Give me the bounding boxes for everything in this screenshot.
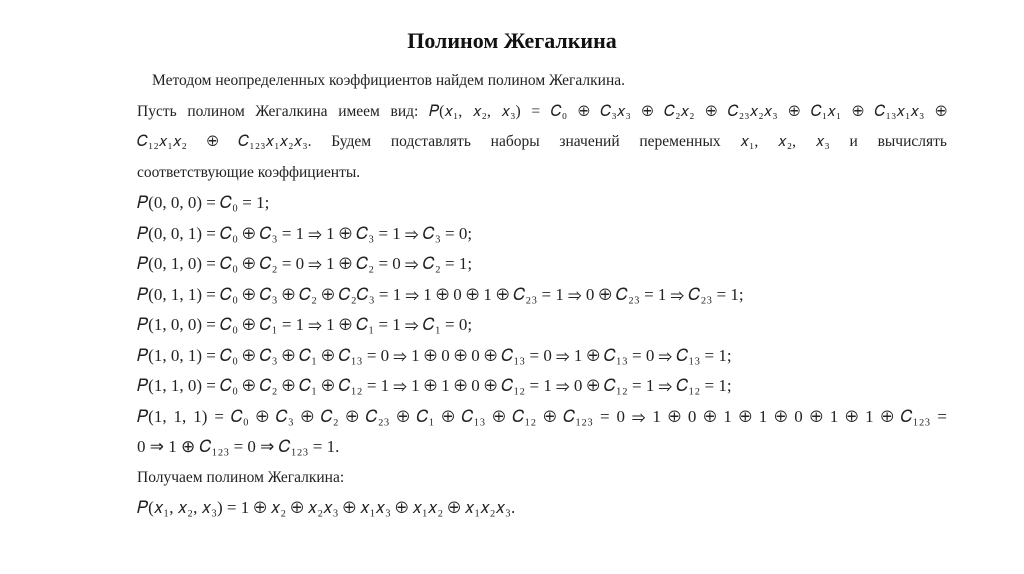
equation-p010: 𝑃(0, 1, 0) = 𝐶₀ ⊕ 𝐶₂ = 0 ⇒ 1 ⊕ 𝐶₂ = 0 ⇒ 𝐶₂ = 1; <box>137 254 473 273</box>
document-body <box>137 66 947 524</box>
equation-p100: 𝑃(1, 0, 0) = 𝐶₀ ⊕ 𝐶₁ = 1 ⇒ 1 ⊕ 𝐶₁ = 1 ⇒ 𝐶₁ = 0; <box>137 315 473 334</box>
slide-title: Полином Жегалкина <box>407 28 617 53</box>
result-polynomial: 𝑃(𝑥₁, 𝑥₂, 𝑥₃) = 1 ⊕ 𝑥₂ ⊕ 𝑥₂𝑥₃ ⊕ 𝑥₁𝑥₃ ⊕ 𝑥₁𝑥₂ ⊕ 𝑥₁𝑥₂𝑥₃. <box>137 498 516 517</box>
text-line-1: Пусть полином Жегалкина имеем вид: 𝑃(𝑥₁, 𝑥₂, 𝑥₃) = 𝐶₀ ⊕ 𝐶₃𝑥₃ ⊕ 𝐶₂𝑥₂ ⊕ 𝐶₂₃𝑥₂𝑥₃ ⊕ 𝐶₁𝑥₁ ⊕ 𝐶₁₃𝑥₁𝑥₃ ⊕ <box>137 102 947 120</box>
equation-p000: 𝑃(0, 0, 0) = 𝐶₀ = 1; <box>137 193 270 212</box>
equation-p001: 𝑃(0, 0, 1) = 𝐶₀ ⊕ 𝐶₃ = 1 ⇒ 1 ⊕ 𝐶₃ = 1 ⇒ 𝐶₃ = 0; <box>137 223 473 243</box>
equation-p111-continued: 0 ⇒ 1 ⊕ 𝐶₁₂₃ = 0 ⇒ 𝐶₁₂₃ = 1. <box>137 437 340 456</box>
text-line-3: соответствующие коэффициенты. <box>137 163 361 181</box>
equation-p111: 𝑃(1, 1, 1) = 𝐶₀ ⊕ 𝐶₃ ⊕ 𝐶₂ ⊕ 𝐶₂₃ ⊕ 𝐶₁ ⊕ 𝐶₁₃ ⊕ 𝐶₁₂ ⊕ 𝐶₁₂₃ = 0 ⇒ 1 ⊕ 0 ⊕ 1 ⊕ 1 ⊕ 0 ⊕ 1 ⊕ 1 ⊕ 𝐶₁₂₃ = <box>137 406 947 426</box>
text-line-2: 𝐶₁₂𝑥₁𝑥₂ ⊕ 𝐶₁₂₃𝑥₁𝑥₂𝑥₃. Будем подставлять наборы значений переменных 𝑥₁, 𝑥₂, 𝑥₃ и вычислять <box>137 133 947 150</box>
equation-p011: 𝑃(0, 1, 1) = 𝐶₀ ⊕ 𝐶₃ ⊕ 𝐶₂ ⊕ 𝐶₂𝐶₃ = 1 ⇒ 1 ⊕ 0 ⊕ 1 ⊕ 𝐶₂₃ = 1 ⇒ 0 ⊕ 𝐶₂₃ = 1 ⇒ 𝐶₂₃ = 1; <box>137 284 744 304</box>
intro-paragraph: Методом неопределенных коэффициентов найдем полином Жегалкина. <box>152 72 626 89</box>
equation-p110: 𝑃(1, 1, 0) = 𝐶₀ ⊕ 𝐶₂ ⊕ 𝐶₁ ⊕ 𝐶₁₂ = 1 ⇒ 1 ⊕ 1 ⊕ 0 ⊕ 𝐶₁₂ = 1 ⇒ 0 ⊕ 𝐶₁₂ = 1 ⇒ 𝐶₁₂ = 1; <box>137 376 732 395</box>
equation-p101: 𝑃(1, 0, 1) = 𝐶₀ ⊕ 𝐶₃ ⊕ 𝐶₁ ⊕ 𝐶₁₃ = 0 ⇒ 1 ⊕ 0 ⊕ 0 ⊕ 𝐶₁₃ = 0 ⇒ 1 ⊕ 𝐶₁₃ = 0 ⇒ 𝐶₁₃ = 1; <box>137 345 732 365</box>
result-label: Получаем полином Жегалкина: <box>137 468 345 486</box>
